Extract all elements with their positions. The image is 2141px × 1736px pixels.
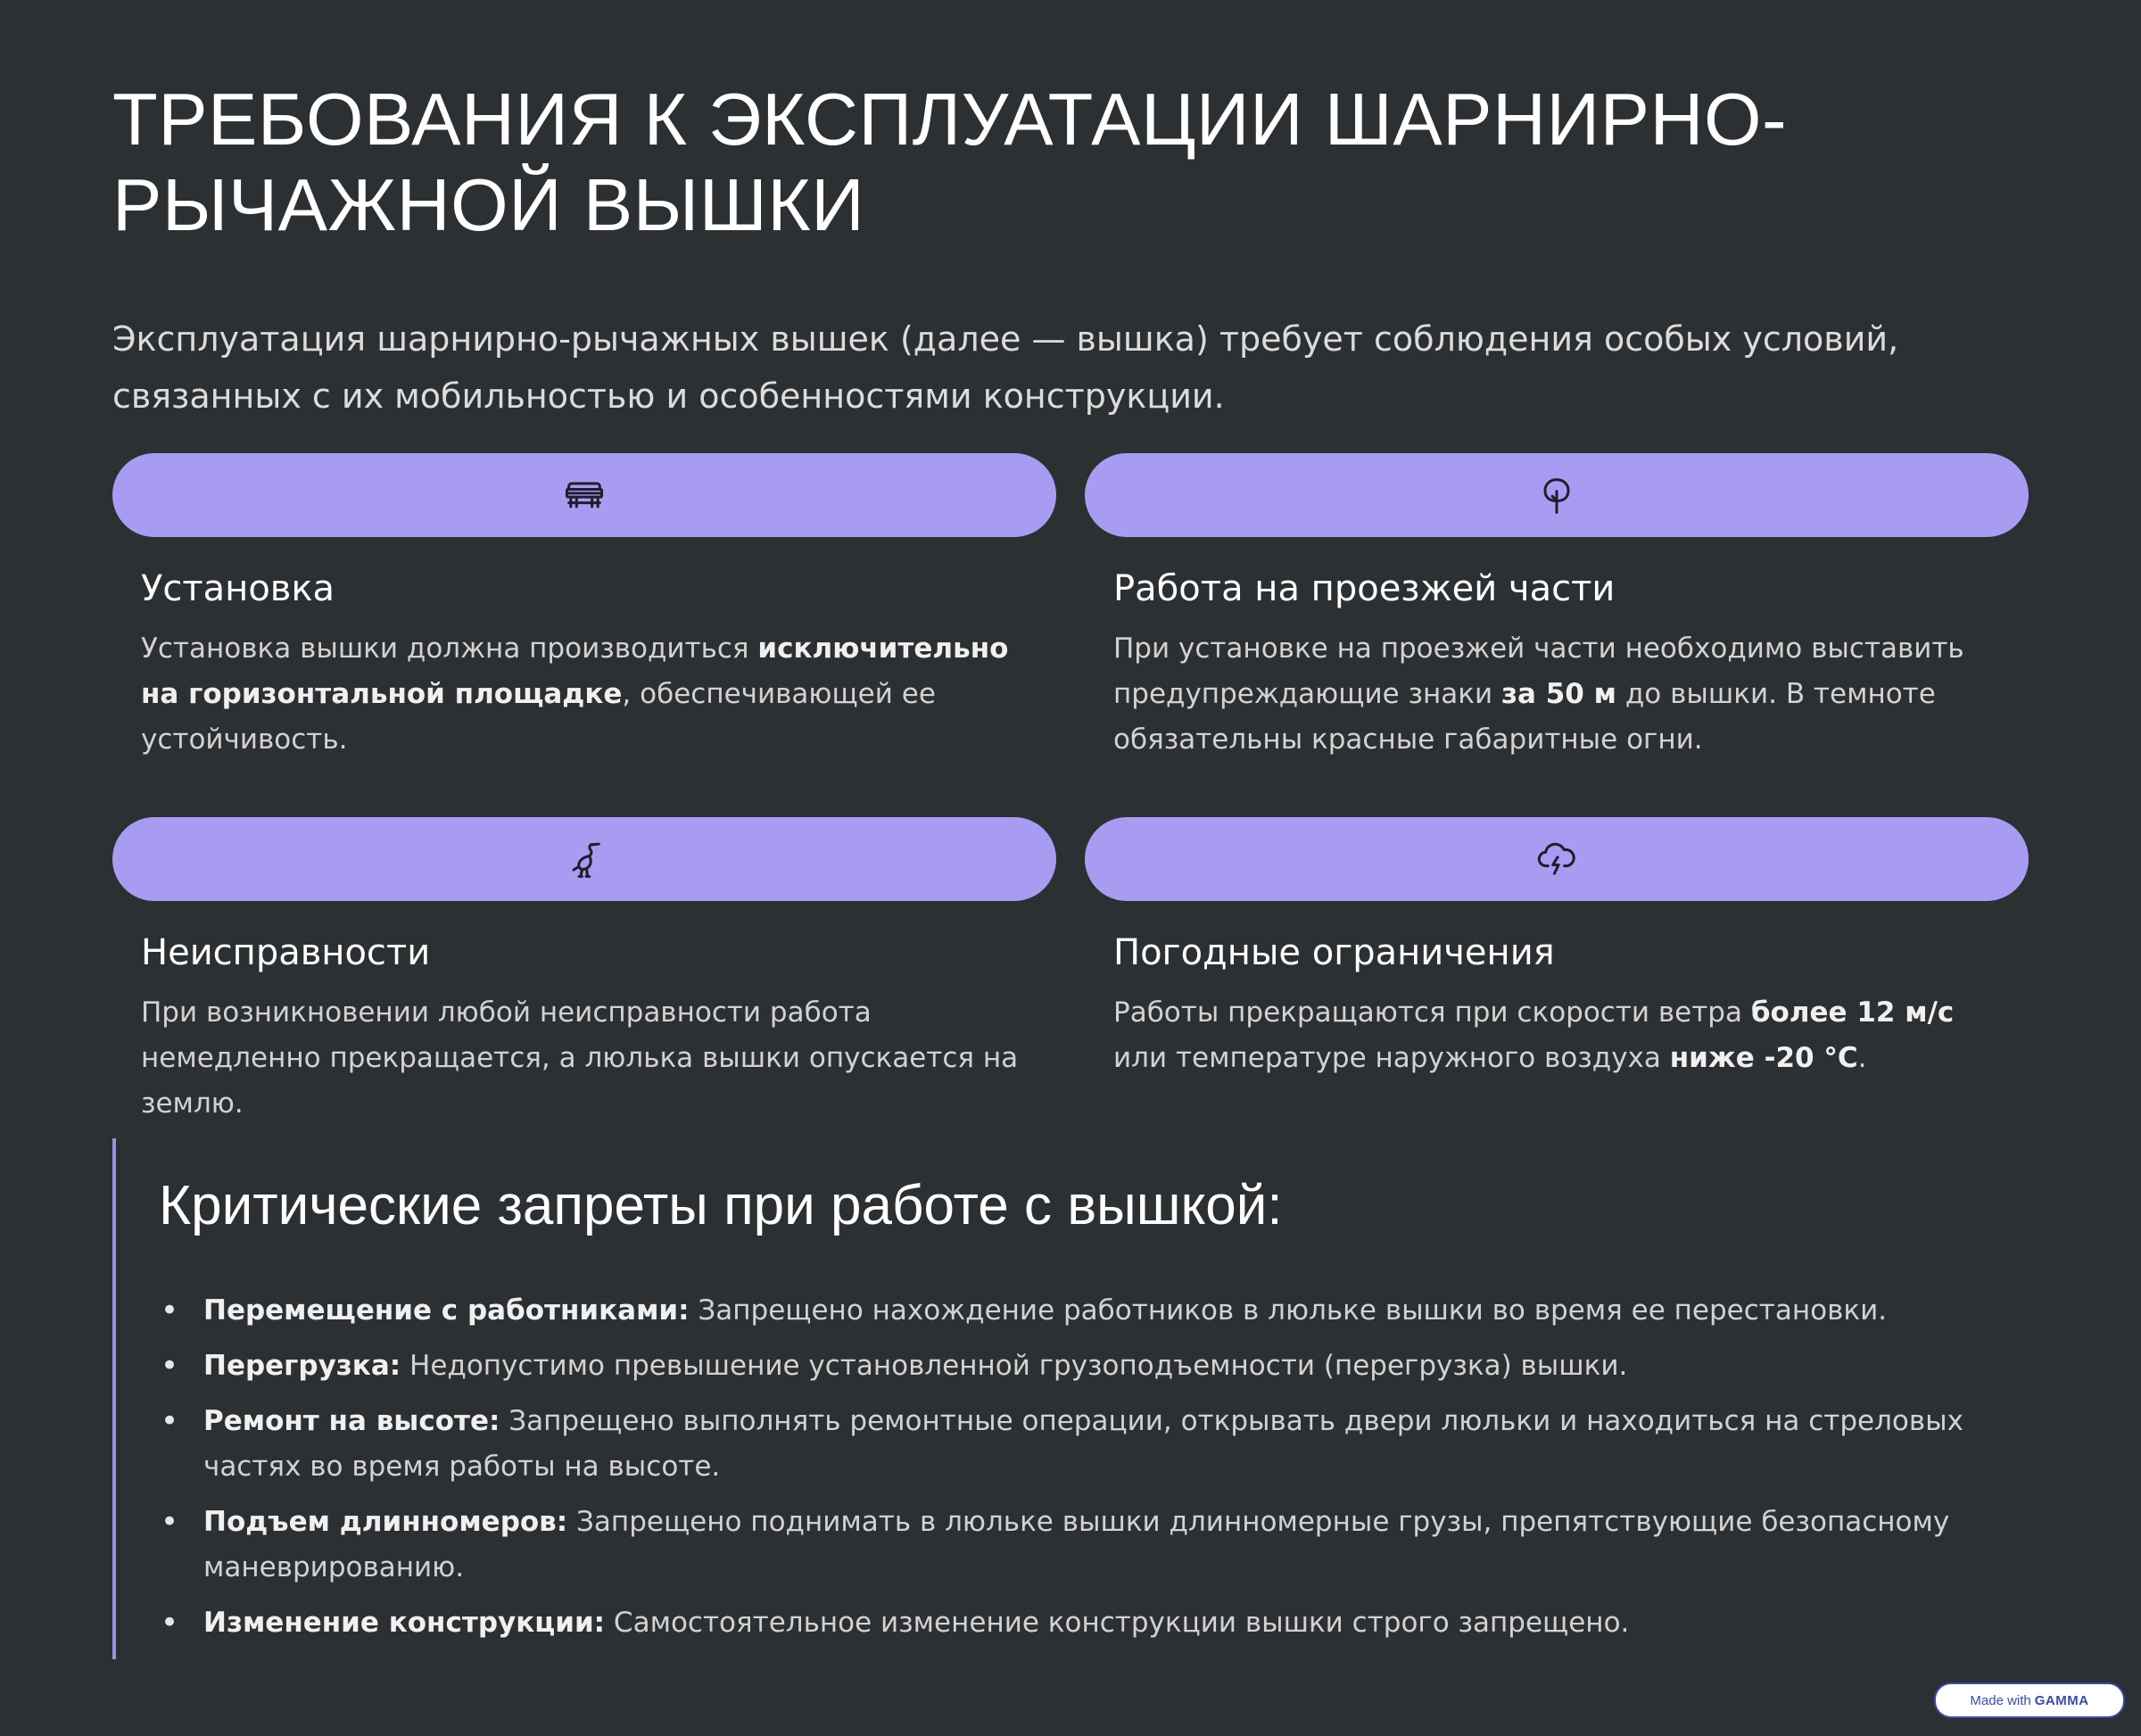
list-item: • Ремонт на высоте: Запрещено выполнять ремонтные операции, открывать двери люльки и находиться на стреловых частях во время работы на высоте. (159, 1399, 1996, 1490)
card-icon-bar (112, 817, 1056, 901)
card-text: При возникновении любой неисправности работа немедленно прекращается, а люлька вышки опускается на землю. (141, 996, 1019, 1120)
intro-text: Эксплуатация шарнирно-рычажных вышек (далее — вышка) требует соблюдения особых условий, связанных с их мобильностью и особенностями конструкции. (112, 319, 1899, 416)
bird-icon (561, 836, 608, 882)
card-installation (112, 453, 1056, 763)
card-title: Работа на проезжей части (1113, 568, 1616, 609)
card-title: Установка (141, 568, 335, 609)
page-title: ТРЕБОВАНИЯ К ЭКСПЛУАТАЦИИ ШАРНИРНО-РЫЧАЖНОЙ ВЫШКИ (112, 78, 1788, 246)
card-title: Неисправности (141, 932, 431, 973)
prohibitions-callout (112, 1138, 2032, 1659)
badge-prefix: Made with (1970, 1692, 2031, 1708)
card-text: Работы прекращаются при скорости ветра более 12 м/с или температуре наружного воздуха ниже -20 °C. (1113, 996, 1955, 1074)
tree-icon (1533, 472, 1580, 518)
card-malfunctions (112, 817, 1056, 1127)
prohibitions-list (159, 1288, 1996, 1656)
card-icon-bar (1085, 817, 2029, 901)
list-item: • Перегрузка: Недопустимо превышение установленной грузоподъемности (перегрузка) вышки. (159, 1343, 1996, 1389)
list-item: • Подъем длинномеров: Запрещено поднимать в люльке вышки длинномерные грузы, препятствующие безопасному маневрированию. (159, 1500, 1996, 1591)
card-title: Погодные ограничения (1113, 932, 1555, 973)
card-icon-bar (1085, 453, 2029, 537)
card-roadway (1085, 453, 2029, 763)
made-with-gamma-badge[interactable] (1934, 1682, 2125, 1718)
list-item: • Изменение конструкции: Самостоятельное изменение конструкции вышки строго запрещено. (159, 1600, 1996, 1646)
card-text: При установке на проезжей части необходимо выставить предупреждающие знаки за 50 м до вышки. В темноте обязательны красные габаритные огни. (1113, 632, 1964, 756)
prohibitions-heading: Критические запреты при работе с вышкой: (159, 1175, 1283, 1236)
card-weather (1085, 817, 2029, 1081)
bench-icon (561, 472, 608, 518)
storm-cloud-icon (1533, 836, 1580, 882)
card-icon-bar (112, 453, 1056, 537)
badge-brand: GAMMA (2034, 1692, 2089, 1708)
card-text: Установка вышки должна производиться исключительно на горизонтальной площадке, обеспечивающей ее устойчивость. (141, 632, 1009, 756)
list-item: • Перемещение с работниками: Запрещено нахождение работников в люльке вышки во время ее перестановки. (159, 1288, 1996, 1334)
